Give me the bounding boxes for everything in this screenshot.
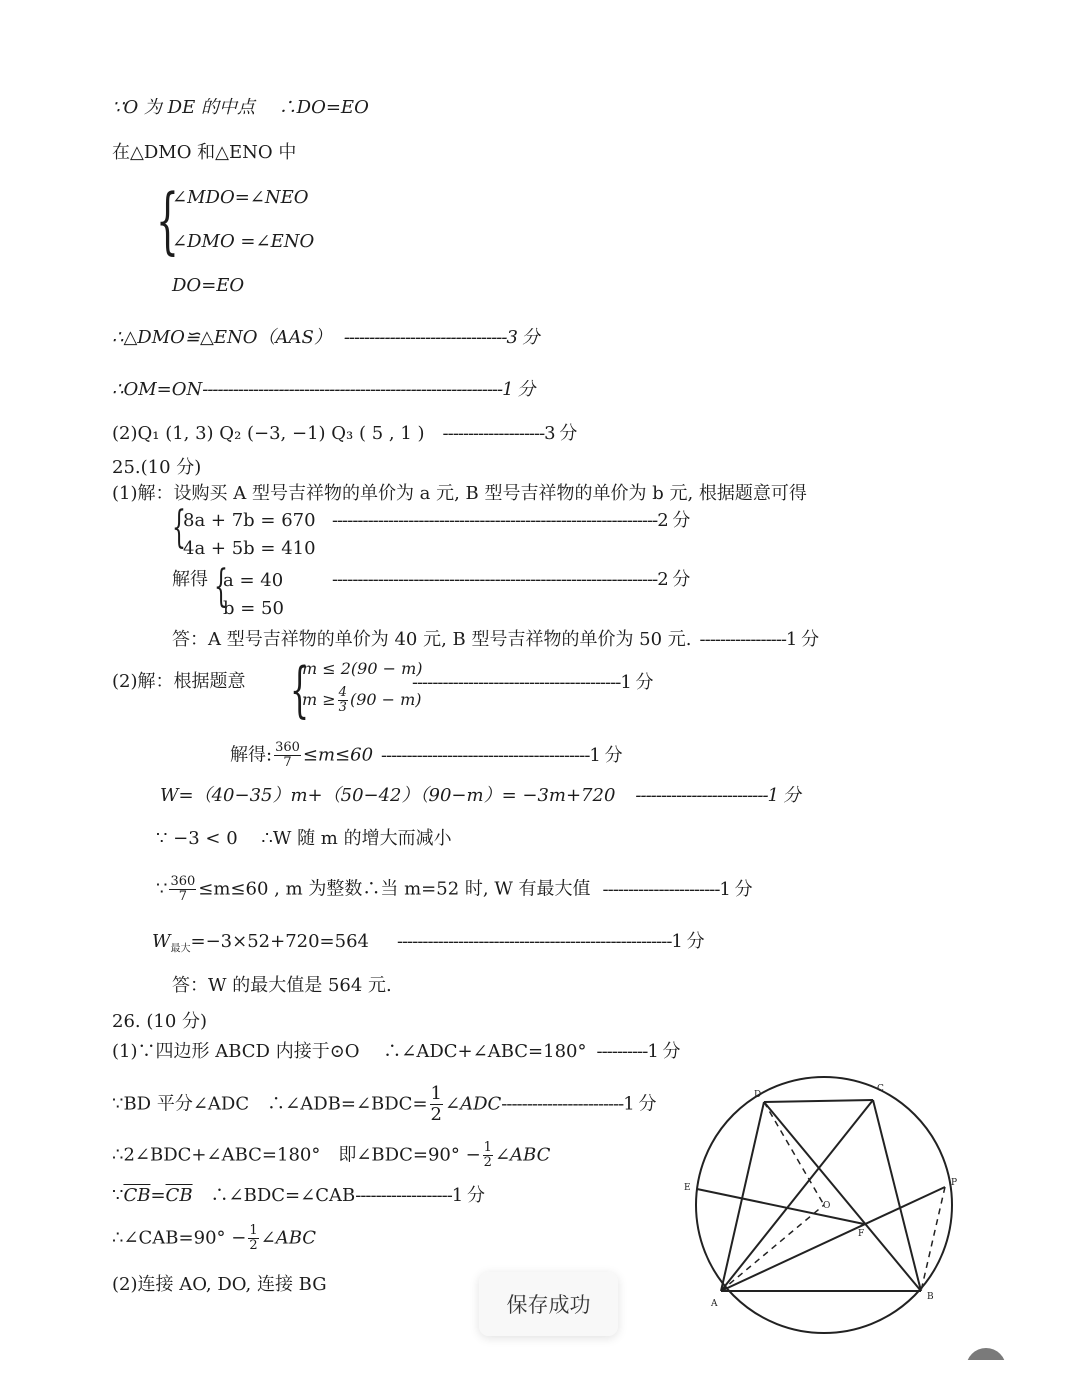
equation-2: 4a + 5b = 410 xyxy=(183,538,316,559)
save-success-toast xyxy=(479,1272,618,1336)
q26-line-4-text: ∴∠BDC=∠CAB xyxy=(192,1185,356,1206)
label-o: O xyxy=(823,1201,831,1211)
answer-1-line xyxy=(172,628,818,652)
label-p: P xyxy=(951,1178,958,1188)
fraction-denominator: 7 xyxy=(178,889,187,904)
fraction-half xyxy=(248,1224,258,1253)
score-dots: --------------------------1 分 xyxy=(635,785,800,806)
score-dots: -------------------1 分 xyxy=(355,1185,484,1206)
q25-part1-intro: (1)解：设购买 A 型号吉祥物的单价为 a 元, B 型号吉祥物的单价为 b 元, 根据题意可得 xyxy=(112,483,807,504)
fraction-denominator: 7 xyxy=(283,755,292,770)
fraction-numerator: 1 xyxy=(483,1140,492,1155)
inequality-2 xyxy=(302,686,422,715)
score-dots: ------------------------------------------------------1 分 xyxy=(397,931,704,952)
inequality-2-left: m ≥ xyxy=(302,690,336,709)
label-c: C xyxy=(877,1084,884,1094)
score-dots: ----------1 分 xyxy=(596,1041,680,1062)
q26-line-3 xyxy=(112,1141,550,1170)
q26-line-3-text: ∴2∠BDC+∠ABC=180° 即∠BDC=90° − xyxy=(112,1144,481,1166)
arc-cb-1: $\overline{CB}$ xyxy=(123,1185,151,1206)
q26-line-5-text: ∴∠CAB=90° − xyxy=(112,1227,247,1249)
max-condition-line xyxy=(156,875,752,904)
segment-ac xyxy=(721,1100,873,1291)
q25-part2-intro: (2)解：根据题意 xyxy=(112,671,246,692)
inequality-1: m ≤ 2(90 − m) xyxy=(302,659,423,678)
bottom-mask xyxy=(940,1360,1080,1400)
brace-left: { xyxy=(156,178,179,262)
fraction-half xyxy=(483,1141,493,1170)
q26-line-1 xyxy=(112,1040,680,1064)
fraction-360-7 xyxy=(274,741,301,770)
label-b: B xyxy=(927,1292,934,1302)
arc-cb-2: $\overline{CB}$ xyxy=(165,1185,193,1206)
brace-left: { xyxy=(172,502,186,553)
q26-line-5-angle: ∠ABC xyxy=(260,1227,317,1249)
fraction-denominator: 2 xyxy=(430,1104,442,1125)
label-f: F xyxy=(858,1229,865,1239)
segment-ef xyxy=(697,1189,864,1224)
fraction-360-7 xyxy=(169,875,196,904)
score-dots: -----------------------------------------1 分 xyxy=(412,672,653,693)
since-symbol: ∵ xyxy=(112,1185,124,1206)
solution-a: a = 40 xyxy=(223,570,284,591)
points-q-text: (2)Q₁ (1, 3) Q₂ (−3, −1) Q₃ ( 5 , 1 ) xyxy=(112,423,425,444)
q26-line-6: (2)连接 AO, DO, 连接 BG xyxy=(112,1274,327,1295)
w-max-text: =−3×52+720=564 xyxy=(190,931,369,952)
fraction-denominator: 2 xyxy=(249,1238,258,1253)
brace-left: { xyxy=(214,561,228,612)
score-dots: -----------------1 分 xyxy=(699,629,819,650)
solution-range-label: 解得: xyxy=(230,744,273,766)
q26-line-2-text: ∵BD 平分∠ADC ∴∠ADB=∠BDC= xyxy=(112,1093,428,1115)
fraction-half xyxy=(430,1084,443,1125)
congruence-line xyxy=(112,326,539,350)
score-dots: --------------------3 分 xyxy=(442,423,577,444)
q26-line-4 xyxy=(112,1184,484,1208)
score-dots: -----------------------------------------1 分 xyxy=(381,744,622,766)
w-function-text: W=（40−35）m+（50−42）（90−m）= −3m+720 xyxy=(160,785,616,806)
proof-line-triangles: 在△DMO 和△ENO 中 xyxy=(112,142,297,163)
decreasing-line: ∵ −3 < 0 ∴W 随 m 的增大而减小 xyxy=(156,828,452,849)
points-q-line xyxy=(112,422,576,446)
equation-1 xyxy=(183,509,316,533)
segment-ap xyxy=(721,1187,945,1291)
label-e: E xyxy=(684,1183,691,1193)
fraction-numerator: 1 xyxy=(430,1083,442,1104)
segment-pb-dashed xyxy=(921,1187,945,1291)
label-a: A xyxy=(711,1299,718,1309)
toast-text: 保存成功 xyxy=(506,1293,591,1317)
system-line-3: DO=EO xyxy=(172,275,245,296)
system-line-1: ∠MDO=∠NEO xyxy=(172,187,309,208)
score-dots: ----------------------------------------------------------------2 分 xyxy=(332,569,690,590)
fraction-numerator: 360 xyxy=(275,740,300,755)
q26-line-2 xyxy=(112,1084,655,1125)
since-symbol: ∵ xyxy=(156,878,168,900)
geometry-figure xyxy=(680,1072,980,1352)
equation-1-text: 8a + 7b = 670 xyxy=(183,510,316,531)
solve-label: 解得 xyxy=(172,569,208,590)
score-dots: -----------------------1 分 xyxy=(602,878,752,900)
om-on-line xyxy=(112,378,534,402)
congruence-text: ∴△DMO≌△ENO（AAS） xyxy=(112,327,332,348)
answer-2: 答：W 的最大值是 564 元. xyxy=(172,975,392,996)
system-line-2: ∠DMO =∠ENO xyxy=(172,231,315,252)
q26-line-3-angle: ∠ABC xyxy=(494,1144,551,1166)
segment-do-dashed xyxy=(764,1102,824,1205)
fraction-four-thirds xyxy=(338,686,348,715)
segment-ao-dashed xyxy=(721,1205,824,1291)
score-dots: ------------------------1 分 xyxy=(501,1093,656,1115)
fraction-denominator: 2 xyxy=(483,1155,492,1170)
w-max-line xyxy=(152,930,704,962)
segment-dc xyxy=(764,1100,873,1102)
answer-1-text: 答：A 型号吉祥物的单价为 40 元, B 型号吉祥物的单价为 50 元. xyxy=(172,629,692,650)
equals-sign: = xyxy=(150,1185,166,1206)
q25-heading: 25.(10 分) xyxy=(112,457,202,478)
score-dots: --------------------------------3 分 xyxy=(343,327,539,348)
w-max-subscript: 最大 xyxy=(170,943,191,955)
proof-line-midpoint: ∵O 为 DE 的中点 ∴DO=EO xyxy=(112,97,369,118)
fraction-numerator: 360 xyxy=(170,874,196,889)
solution-b: b = 50 xyxy=(223,598,284,619)
inequality-2-right: (90 − m) xyxy=(349,690,422,709)
q26-line-2-angle: ∠ADC xyxy=(445,1093,502,1115)
q26-line-1-text: (1)∵四边形 ABCD 内接于⊙O ∴∠ADC+∠ABC=180° xyxy=(112,1041,587,1062)
q26-line-5 xyxy=(112,1224,316,1253)
w-function-line xyxy=(160,784,800,808)
label-d: D xyxy=(754,1090,762,1100)
solution-range-text: ≤m≤60 xyxy=(302,744,374,766)
fraction-denominator: 3 xyxy=(338,700,347,715)
score-dots: -----------------------------------------------------------1 分 xyxy=(202,379,535,400)
fraction-numerator: 1 xyxy=(249,1223,258,1238)
brace-left: { xyxy=(290,655,310,725)
fraction-numerator: 4 xyxy=(338,685,347,700)
w-symbol: W xyxy=(152,931,171,952)
q26-heading: 26. (10 分) xyxy=(112,1011,208,1032)
max-condition-text: ≤m≤60 , m 为整数∴当 m=52 时, W 有最大值 xyxy=(198,878,591,900)
score-dots: ----------------------------------------------------------------2 分 xyxy=(332,510,690,531)
solution-range-line xyxy=(230,741,622,770)
om-on-text: ∴OM=ON xyxy=(112,379,203,400)
